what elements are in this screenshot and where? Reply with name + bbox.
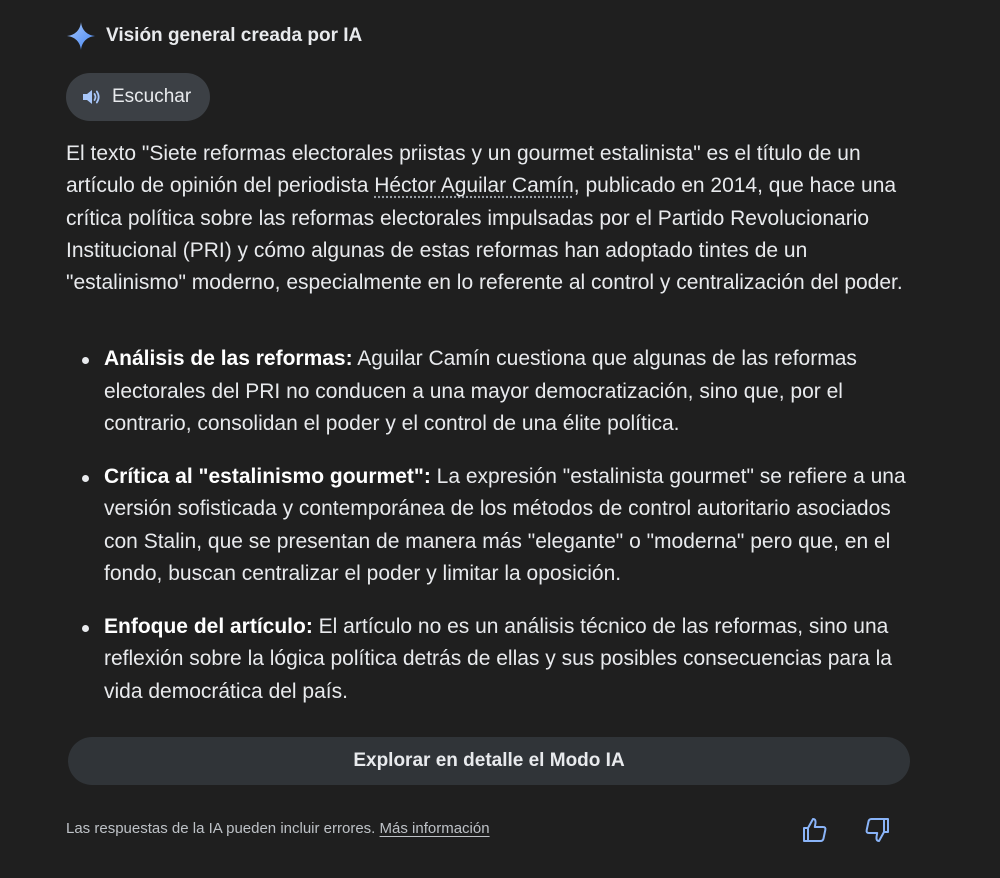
list-item-text: El artículo no es un análisis técnico de las reformas, sino una reflexión sobre la lógica política detrás de ellas y sus posibles consecuencias para la vida democrática del país. [104,614,892,703]
ai-disclaimer [66,820,490,837]
ai-overview-title: Visión general creada por IA [106,25,363,46]
list-item [66,461,926,591]
list-item-title: Crítica al "estalinismo gourmet": [104,464,431,488]
listen-button-label: Escuchar [112,86,192,107]
list-item-text: La expresión "estalinista gourmet" se refiere a una versión sofisticada y contemporánea de los métodos de control autoritario asociados con Stalin, que se presentan de manera más "elegante" o "moderna" pero que, en el fondo, buscan centralizar el poder y limitar la oposición. [104,464,906,585]
key-points-list [66,343,926,728]
more-info-link[interactable]: Más información [379,820,490,837]
list-item-title: Análisis de las reformas: [104,347,353,370]
list-item [66,611,926,709]
sparkle-icon [66,21,96,51]
intro-text-before: El texto "Siete reformas electorales priistas y un gourmet estalinista" es el título de un artículo de opinión del periodista [66,142,861,198]
explore-ai-mode-button[interactable]: Explorar en detalle el Modo IA [68,737,910,785]
thumbs-up-icon[interactable] [800,815,830,845]
list-item-title: Enfoque del artículo: [104,614,313,638]
speaker-icon [80,86,102,108]
bullet-dot [82,357,89,364]
ai-overview-header [66,20,362,52]
disclaimer-text: Las respuestas de la IA pueden incluir errores. [66,820,376,837]
intro-paragraph [66,138,926,299]
author-link[interactable]: Héctor Aguilar Camín [374,174,574,198]
listen-button[interactable] [66,73,210,121]
bullet-dot [82,625,89,632]
thumbs-down-icon[interactable] [862,815,892,845]
list-item-text: Aguilar Camín cuestiona que algunas de las reformas electorales del PRI no conducen a una mayor democratización, sino que, por el contrario, consolidan el poder y el control de una élite política. [104,347,857,435]
intro-text-after: , publicado en 2014, que hace una crítica política sobre las reformas electorales impulsadas por el Partido Revolucionario Institucional (PRI) y cómo algunas de estas reformas han adoptado tintes de un "estalinismo" moderno, especialmente en lo referente al control y centralización del poder. [66,174,903,295]
bullet-dot [82,475,89,482]
list-item [66,343,926,441]
